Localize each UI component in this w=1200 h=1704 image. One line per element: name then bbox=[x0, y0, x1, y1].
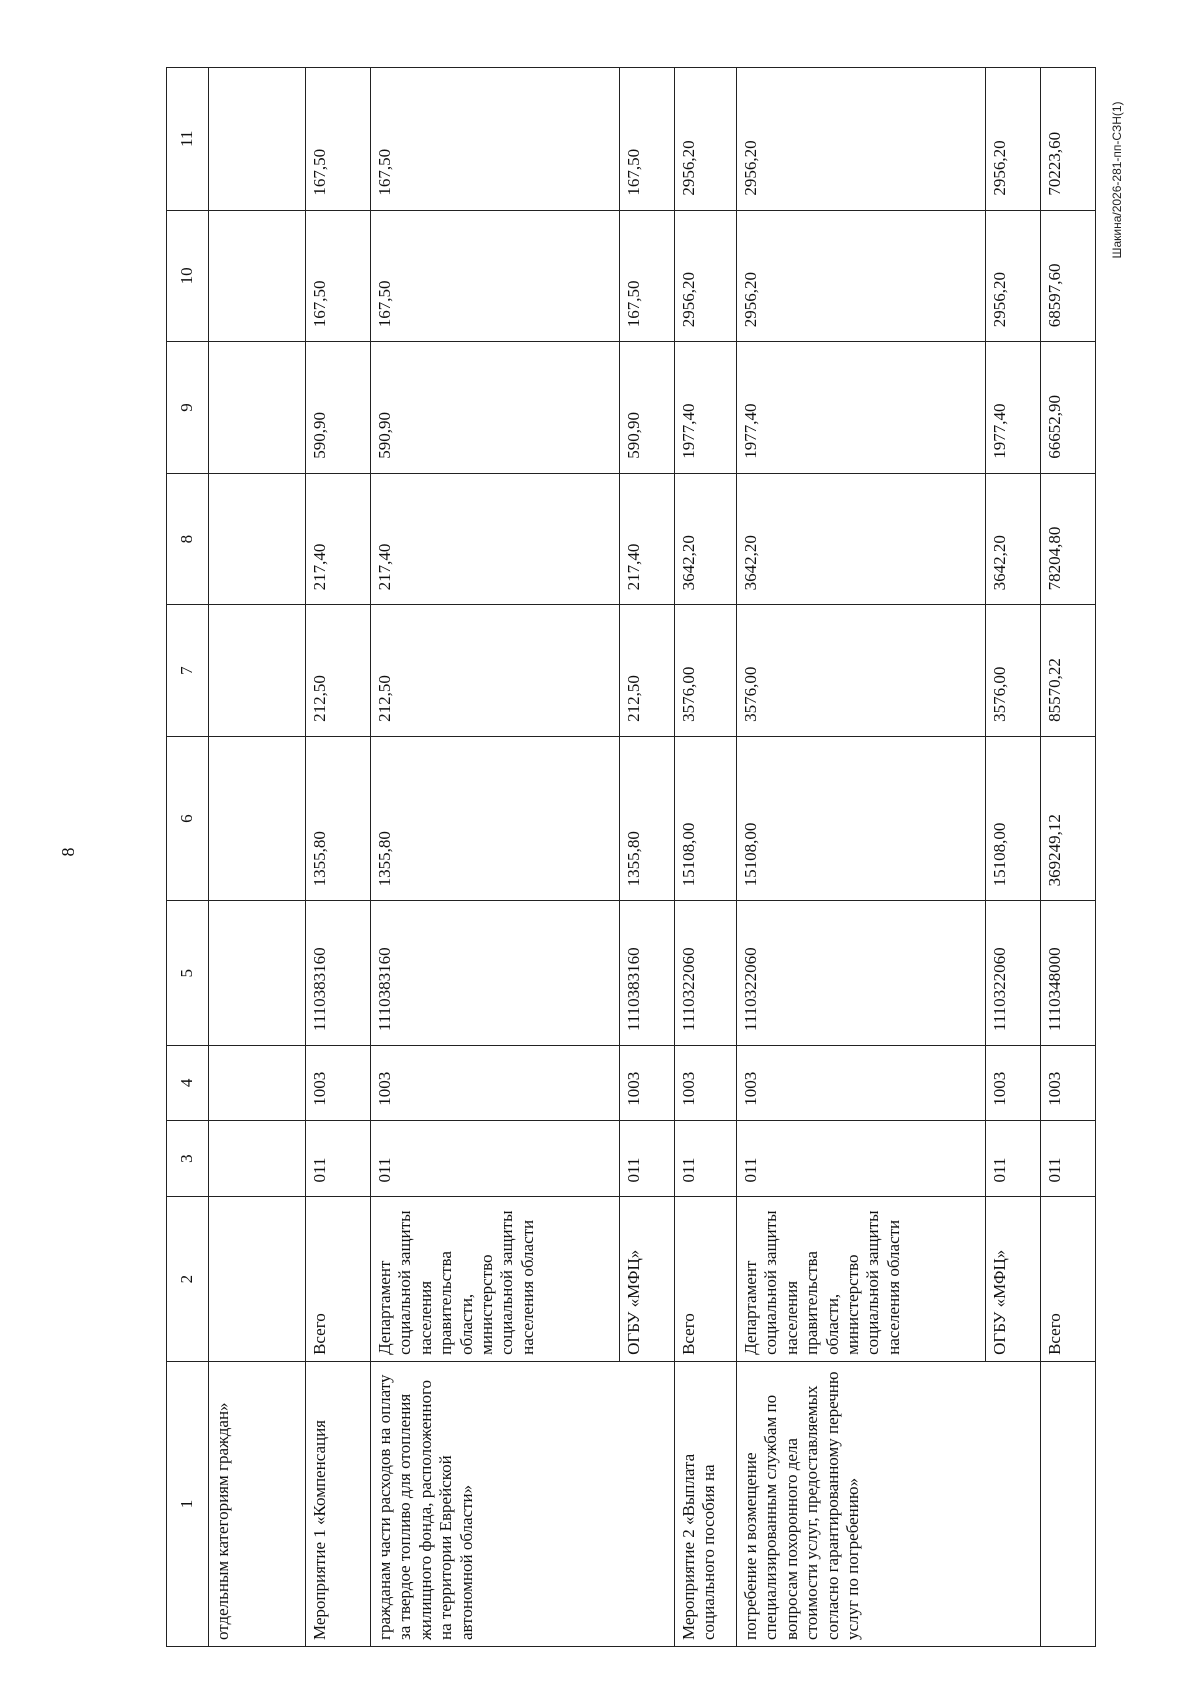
table-cell: Всего bbox=[675, 1197, 737, 1361]
table-cell: 1003 bbox=[1041, 1046, 1096, 1121]
table-cell: 3642,20 bbox=[986, 473, 1041, 605]
table-cell: 590,90 bbox=[620, 342, 675, 474]
table-row bbox=[675, 68, 737, 1647]
table-cell bbox=[209, 68, 306, 211]
table-cell: 167,50 bbox=[620, 68, 675, 211]
table-cell bbox=[209, 736, 306, 900]
table-cell: 3642,20 bbox=[737, 473, 986, 605]
table-cell: 1003 bbox=[370, 1046, 619, 1121]
table-cell: 1355,80 bbox=[620, 736, 675, 900]
table-cell: 167,50 bbox=[306, 210, 371, 342]
table-cell: 1110383160 bbox=[370, 901, 619, 1046]
table-cell: 2956,20 bbox=[675, 68, 737, 211]
table-cell: 2956,20 bbox=[737, 210, 986, 342]
table-cell: 590,90 bbox=[370, 342, 619, 474]
table-cell: 369249,12 bbox=[1041, 736, 1096, 900]
header-cell: 3 bbox=[167, 1120, 209, 1197]
table-cell bbox=[209, 210, 306, 342]
table-cell: 2956,20 bbox=[675, 210, 737, 342]
table-cell: гражданам части расходов на оплату за твердое топливо для отопления жилищного фонда, расположенного на территории Еврейской автономной области» bbox=[370, 1361, 674, 1646]
header-cell: 7 bbox=[167, 605, 209, 737]
table-cell: 212,50 bbox=[620, 605, 675, 737]
table-cell: 3576,00 bbox=[737, 605, 986, 737]
table-cell bbox=[209, 473, 306, 605]
table-cell: 590,90 bbox=[306, 342, 371, 474]
header-cell: 10 bbox=[167, 210, 209, 342]
table-cell: 1977,40 bbox=[986, 342, 1041, 474]
budget-table bbox=[166, 67, 1096, 1647]
table-cell: 3642,20 bbox=[675, 473, 737, 605]
table-cell: Всего bbox=[306, 1197, 371, 1361]
table-row bbox=[306, 68, 371, 1647]
table-cell: 1110322060 bbox=[737, 901, 986, 1046]
table-cell: 1110322060 bbox=[675, 901, 737, 1046]
table-cell: 15108,00 bbox=[986, 736, 1041, 900]
header-cell: 6 bbox=[167, 736, 209, 900]
table-cell: 2956,20 bbox=[986, 68, 1041, 211]
table-cell: 167,50 bbox=[306, 68, 371, 211]
table-cell: 212,50 bbox=[306, 605, 371, 737]
header-cell: 2 bbox=[167, 1197, 209, 1361]
document-footer: Шакина/2026-281-пп-СЗН(1) bbox=[1110, 101, 1124, 259]
table-cell: 167,50 bbox=[370, 68, 619, 211]
table-cell: отдельным категориям граждан» bbox=[209, 1361, 306, 1646]
table-cell: 2956,20 bbox=[737, 68, 986, 211]
table-cell: 1003 bbox=[306, 1046, 371, 1121]
table-cell: 2956,20 bbox=[986, 210, 1041, 342]
table-cell: 217,40 bbox=[306, 473, 371, 605]
table-cell: 85570,22 bbox=[1041, 605, 1096, 737]
table-cell: Департамент социальной защиты населения правительства области, министерство социальной защиты населения области bbox=[737, 1197, 986, 1361]
table-cell: 167,50 bbox=[620, 210, 675, 342]
table-cell: 217,40 bbox=[370, 473, 619, 605]
table-cell: 1110383160 bbox=[620, 901, 675, 1046]
table-row bbox=[370, 68, 619, 1647]
table-header-row bbox=[167, 68, 209, 1647]
table-cell: 1110322060 bbox=[986, 901, 1041, 1046]
header-cell: 1 bbox=[167, 1361, 209, 1646]
table-row bbox=[737, 68, 986, 1647]
table-cell: 1977,40 bbox=[675, 342, 737, 474]
table-cell: 1003 bbox=[620, 1046, 675, 1121]
table-cell bbox=[1041, 1361, 1096, 1646]
table-cell: ОГБУ «МФЦ» bbox=[986, 1197, 1041, 1361]
header-cell: 9 bbox=[167, 342, 209, 474]
table-cell: 1003 bbox=[737, 1046, 986, 1121]
table-cell: 1355,80 bbox=[370, 736, 619, 900]
table-cell: 212,50 bbox=[370, 605, 619, 737]
table-cell: Мероприятие 1 «Компенсация bbox=[306, 1361, 371, 1646]
table-cell bbox=[209, 901, 306, 1046]
table-cell: 70223,60 bbox=[1041, 68, 1096, 211]
table-cell: Всего bbox=[1041, 1197, 1096, 1361]
table-cell: 217,40 bbox=[620, 473, 675, 605]
table-cell: ОГБУ «МФЦ» bbox=[620, 1197, 675, 1361]
table-cell: 1355,80 bbox=[306, 736, 371, 900]
table-cell bbox=[209, 1120, 306, 1197]
header-cell: 8 bbox=[167, 473, 209, 605]
table-cell: 011 bbox=[986, 1120, 1041, 1197]
table-cell bbox=[209, 1197, 306, 1361]
table-cell: 66652,90 bbox=[1041, 342, 1096, 474]
page-number: 8 bbox=[58, 847, 78, 857]
table-cell: 1110383160 bbox=[306, 901, 371, 1046]
table-cell: 167,50 bbox=[370, 210, 619, 342]
table-cell: 011 bbox=[306, 1120, 371, 1197]
table-container bbox=[166, 67, 1096, 1647]
table-cell: 1003 bbox=[986, 1046, 1041, 1121]
table-cell: погребение и возмещение специализированным службам по вопросам похоронного дела стоимости услуг, предоставляемых согласно гарантированному перечню услуг по погребению» bbox=[737, 1361, 1041, 1646]
table-row bbox=[1041, 68, 1096, 1647]
table-cell: 15108,00 bbox=[737, 736, 986, 900]
table-cell: 3576,00 bbox=[675, 605, 737, 737]
table-cell bbox=[209, 1046, 306, 1121]
table-cell: Мероприятие 2 «Выплата социального пособия на bbox=[675, 1361, 737, 1646]
table-cell: 1977,40 bbox=[737, 342, 986, 474]
table-cell bbox=[209, 342, 306, 474]
table-cell: 011 bbox=[620, 1120, 675, 1197]
table-cell: 011 bbox=[1041, 1120, 1096, 1197]
table-cell: 68597,60 bbox=[1041, 210, 1096, 342]
table-row bbox=[209, 68, 306, 1647]
table-cell: 1110348000 bbox=[1041, 901, 1096, 1046]
table-cell: 1003 bbox=[675, 1046, 737, 1121]
header-cell: 11 bbox=[167, 68, 209, 211]
table-cell: Департамент социальной защиты населения правительства области, министерство социальной защиты населения области bbox=[370, 1197, 619, 1361]
header-cell: 5 bbox=[167, 901, 209, 1046]
header-cell: 4 bbox=[167, 1046, 209, 1121]
table-cell bbox=[209, 605, 306, 737]
table-cell: 15108,00 bbox=[675, 736, 737, 900]
table-cell: 011 bbox=[737, 1120, 986, 1197]
table-cell: 3576,00 bbox=[986, 605, 1041, 737]
table-cell: 011 bbox=[675, 1120, 737, 1197]
table-cell: 011 bbox=[370, 1120, 619, 1197]
table-cell: 78204,80 bbox=[1041, 473, 1096, 605]
